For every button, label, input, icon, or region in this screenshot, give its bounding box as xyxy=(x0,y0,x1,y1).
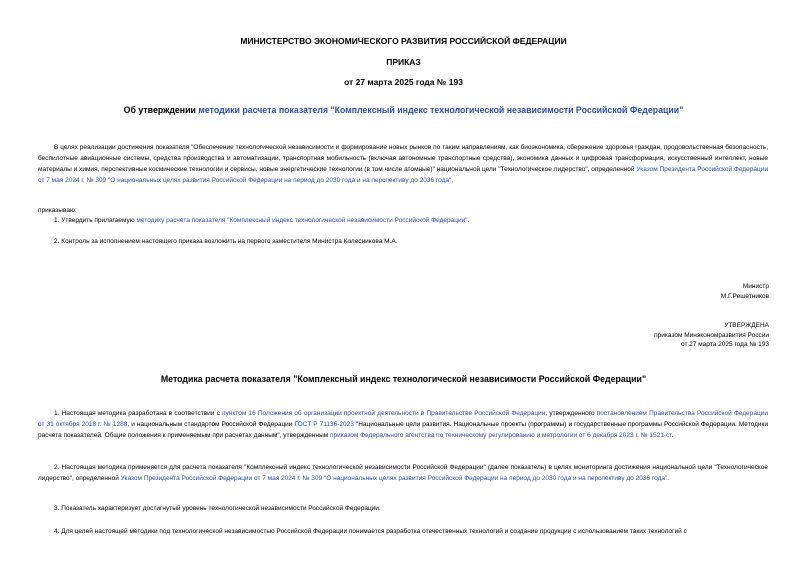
doc-date-number: от 27 марта 2025 года № 193 xyxy=(344,77,463,87)
order-title-prefix: Об утверждении xyxy=(123,105,199,115)
approval-block xyxy=(654,321,769,350)
decree-309-link[interactable]: Указом Президента Российской Федерации от 7 мая 2024 г. № 309 "О национальных целях развития Российской Федерации на период до 2030 года и на перспективу до 2036 года" xyxy=(38,166,768,184)
p1-text-c: , и национальным стандартом Российской Федерации xyxy=(127,421,295,428)
item-1-text: 1. Утвердить прилагаемую xyxy=(54,217,137,224)
p1-text-b: , утвержденного xyxy=(545,410,597,417)
method-paragraph-3: 3. Показатель характеризует достигнутый уровень технологической независимости Российской Федерации. xyxy=(54,505,381,512)
signature-position: Министр xyxy=(742,283,769,290)
order-word: приказываю: xyxy=(38,207,77,214)
order-item-2: 2. Контроль за исполнением настоящего приказа возложить на первого заместителя Министра Колесникова М.А. xyxy=(54,238,398,245)
p2-text-a: 2. Настоящая методика применяется для расчета показателя "Комплексный индекс технологической независимости Российской Федерации" (далее показатель) в целях мониторинга достижения национальной цели "Технологическое лидерство", определенной xyxy=(38,464,768,482)
approval-line-3: от 27 марта 2025 года № 193 xyxy=(681,341,769,348)
p2-link-decree[interactable]: Указом Президента Российской Федерации от 7 мая 2024 г. № 309 "О национальных целях развития Российской Федерации на период до 2030 года и на перспективу до 2036 года" xyxy=(120,475,668,482)
p1-text-d: "Национальные цели развития. Национальные проекты (программы) и государственные программы Российской Федерации. Методики расчета показателей. Общие положения к применяемым при расчетах данным", утвержденным xyxy=(38,421,768,439)
item-1-end: . xyxy=(467,217,470,224)
method-title: Методика расчета показателя "Комплексный индекс технологической независимости Российской Федерации" xyxy=(160,374,647,384)
preamble-end: , xyxy=(451,177,454,184)
method-paragraph-2 xyxy=(38,462,768,484)
signature-block xyxy=(721,282,769,301)
p1-text-a: 1. Настоящая методика разработана в соответствии с xyxy=(54,410,223,417)
method-link[interactable]: методику расчета показателя "Комплексный индекс технологической независимости Российской Федерации" xyxy=(136,217,468,224)
approval-line-1: УТВЕРЖДЕНА xyxy=(724,322,769,329)
order-item-1 xyxy=(54,217,469,224)
method-paragraph-4: 4. Для целей настоящей методики под технологической независимостью Российской Федерации понимается разработка отечественных технологий и создание продукции с использованием таких технологий с xyxy=(54,528,687,535)
preamble xyxy=(38,142,768,186)
signature-name: М.Г.Решетников xyxy=(720,292,769,300)
order-title xyxy=(0,105,807,115)
p2-text-b: . xyxy=(667,475,670,482)
order-title-link[interactable]: методики расчета показателя "Комплексный индекс технологической независимости Российской Федерации" xyxy=(198,105,684,115)
p1-link-regulation[interactable]: пунктом 16 Положения об организации проектной деятельности в Правительстве Российской Федерации xyxy=(222,410,546,417)
p1-link-rosstandart[interactable]: приказом Федерального агентства по техническому регулированию и метрологии от 6 декабря 2023 г. № 1521-ст xyxy=(330,432,672,439)
p1-link-gost[interactable]: ГОСТ Р 71136-2023 xyxy=(294,421,354,428)
p1-text-e: . xyxy=(671,432,674,439)
doc-type: ПРИКАЗ xyxy=(386,57,421,67)
method-paragraph-1 xyxy=(38,408,768,441)
preamble-text: В целях реализации достижения показателя "Обеспечение технологической независимости и формирование новых рынков по таким направлениям, как биоэкономика, сбережение здоровья граждан, продовольственная безопасность, беспилотные авиационные системы, средства производства и автоматизации, транспортная мобильность (включая автономные транспортные средства), экономика данных и цифровая трансформация, искусственный интеллект, новые материалы и химия, перспективные космические технологии и сервисы, новые энергетические технологии (в том числе атомные)" национальной цели "Технологическое лидерство", определенной xyxy=(38,144,768,173)
approval-line-2: приказом Минэкономразвития России xyxy=(654,331,769,339)
ministry-heading: МИНИСТЕРСТВО ЭКОНОМИЧЕСКОГО РАЗВИТИЯ РОССИЙСКОЙ ФЕДЕРАЦИИ xyxy=(240,36,567,46)
p1-link-resolution[interactable]: постановлением Правительства Российской Федерации от 31 октября 2018 г. № 1288 xyxy=(38,410,769,428)
